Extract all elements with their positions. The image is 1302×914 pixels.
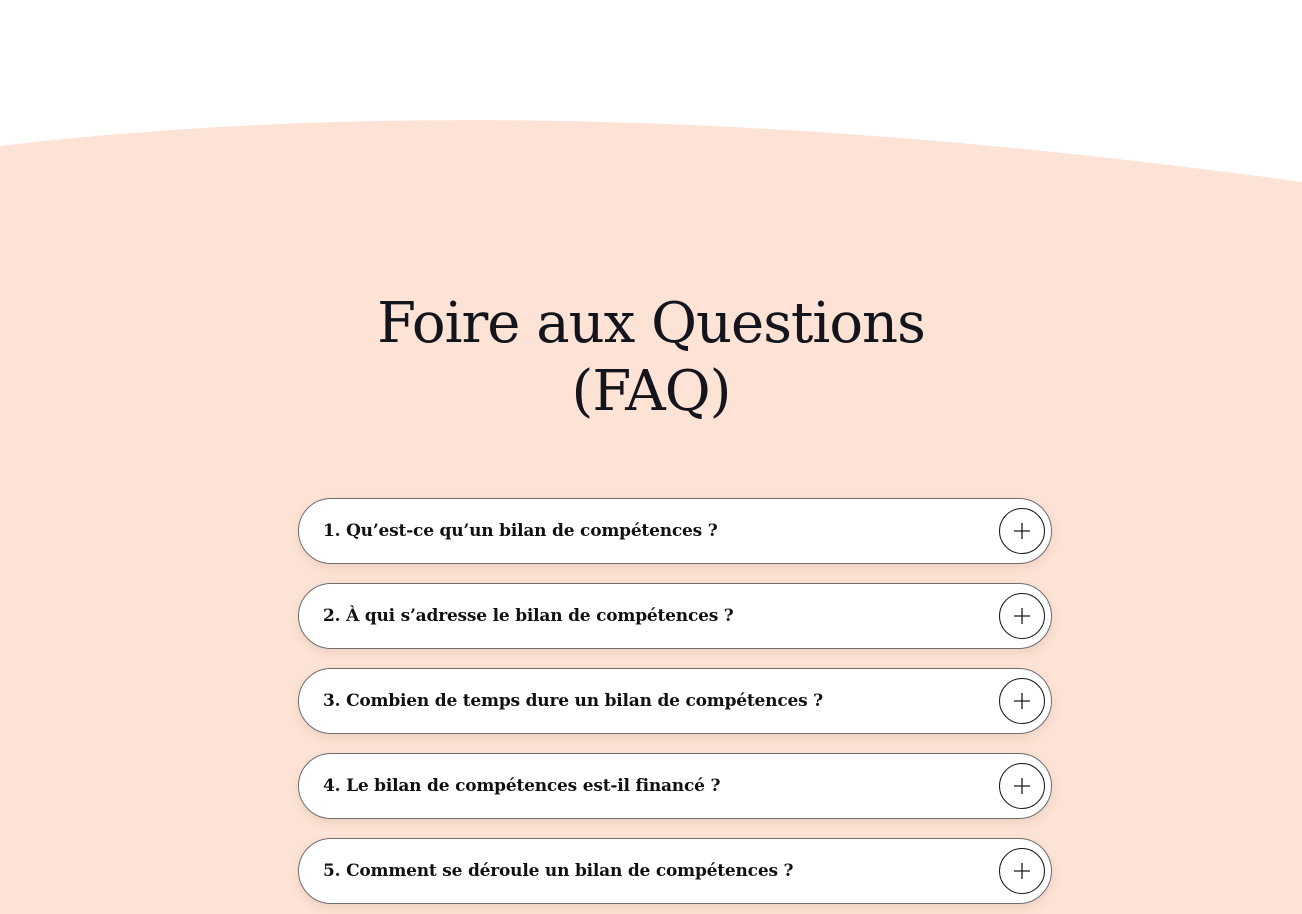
faq-question-3: 3. Combien de temps dure un bilan de compétences ? [323,691,823,711]
plus-icon [1013,777,1031,795]
faq-title [0,290,1302,426]
expand-button-5[interactable] [999,848,1045,894]
plus-icon [1013,692,1031,710]
faq-item-2[interactable] [298,583,1052,649]
faq-item-3[interactable] [298,668,1052,734]
expand-button-3[interactable] [999,678,1045,724]
faq-title-line-2: (FAQ) [571,359,731,424]
plus-icon [1013,522,1031,540]
plus-icon [1013,607,1031,625]
faq-item-1[interactable] [298,498,1052,564]
expand-button-4[interactable] [999,763,1045,809]
faq-question-5: 5. Comment se déroule un bilan de compétences ? [323,861,794,881]
expand-button-1[interactable] [999,508,1045,554]
plus-icon [1013,862,1031,880]
faq-item-5[interactable] [298,838,1052,904]
expand-button-2[interactable] [999,593,1045,639]
faq-question-1: 1. Qu’est-ce qu’un bilan de compétences ? [323,521,718,541]
faq-title-line-1: Foire aux Questions [377,291,925,356]
faq-question-2: 2. À qui s’adresse le bilan de compétences ? [323,606,734,626]
faq-question-4: 4. Le bilan de compétences est-il financé ? [323,776,721,796]
faq-item-4[interactable] [298,753,1052,819]
faq-list [298,498,1052,914]
